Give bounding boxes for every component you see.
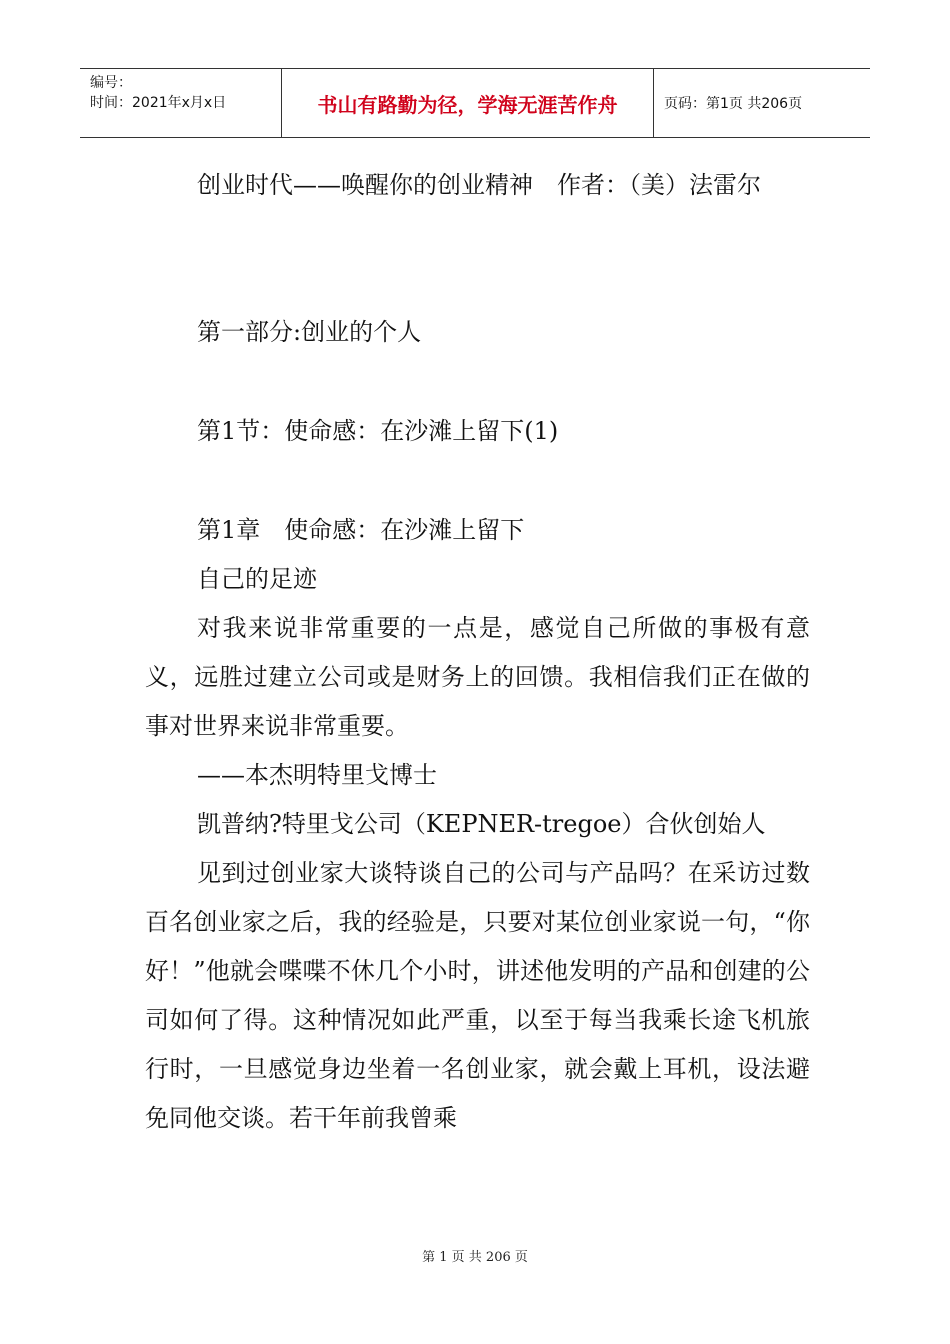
header-motto: 书山有路勤为径，学海无涯苦作舟 bbox=[282, 69, 654, 137]
part-heading: 第一部分:创业的个人 bbox=[197, 318, 422, 346]
quote-paragraph: 对我来说非常重要的一点是，感觉自己所做的事极有意义，远胜过建立公司或是财务上的回馈。我相信我们正在做的事对世界来说非常重要。 bbox=[145, 614, 810, 740]
quote-affiliation: 凯普纳?特里戈公司（KEPNER-tregoe）合伙创始人 bbox=[197, 810, 766, 838]
quote-author: ——本杰明特里戈博士 bbox=[197, 761, 437, 789]
chapter-subheading: 自己的足迹 bbox=[197, 565, 317, 593]
chapter-heading: 第1章 使命感：在沙滩上留下 bbox=[197, 516, 525, 544]
page-footer: 第 1 页 共 206 页 bbox=[422, 1250, 528, 1265]
document-header bbox=[80, 68, 870, 138]
section-heading: 第1节：使命感：在沙滩上留下(1) bbox=[197, 417, 559, 445]
header-page-info: 页码：第1页 共206页 bbox=[664, 96, 803, 112]
body-paragraph: 见到过创业家大谈特谈自己的公司与产品吗？在采访过数百名创业家之后，我的经验是，只要对某位创业家说一句，“你好！”他就会喋喋不休几个小时，讲述他发明的产品和创建的公司如何了得。这种情况如此严重，以至于每当我乘长途飞机旅行时，一旦感觉身边坐着一名创业家，就会戴上耳机，设法避免同他交谈。若干年前我曾乘 bbox=[145, 859, 810, 1132]
header-time-label: 时间：2021年x月x日 bbox=[90, 95, 227, 111]
document-body bbox=[145, 161, 810, 1143]
title-line: 创业时代——唤醒你的创业精神 作者：（美）法雷尔 bbox=[197, 171, 761, 199]
header-number-label: 编号： bbox=[90, 75, 132, 91]
header-meta bbox=[80, 69, 282, 137]
